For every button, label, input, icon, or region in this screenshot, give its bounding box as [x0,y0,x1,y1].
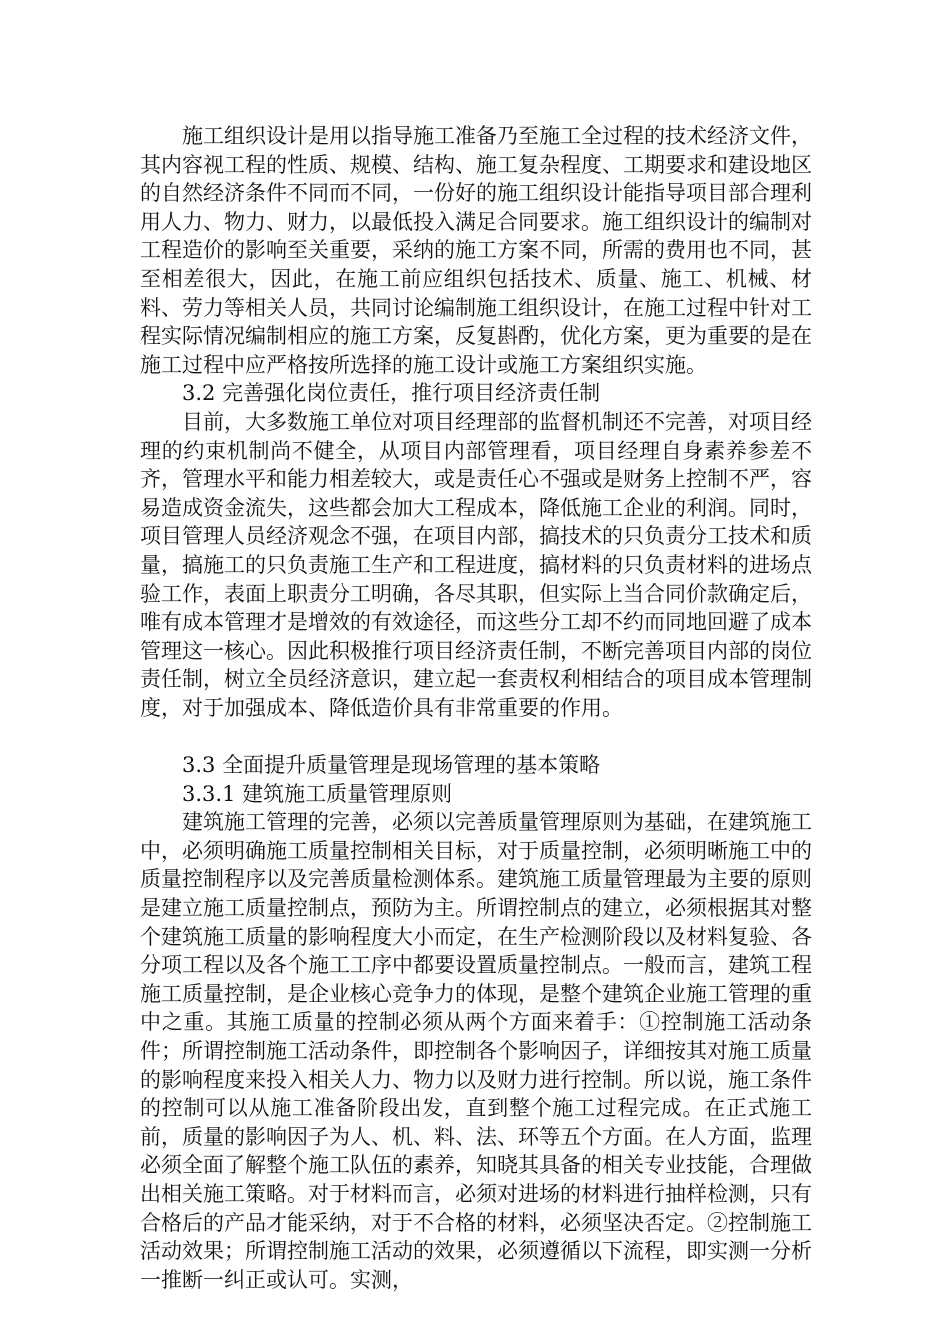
paragraph-responsibility: 目前，大多数施工单位对项目经理部的监督机制还不完善，对项目经理的约束机制尚不健全，从项目内部管理看，项目经理自身素养参差不齐，管理水平和能力相差较大，或是责任心不强或是财务上控制不严，容易造成资金流失，这些都会加大工程成本，降低施工企业的利润。同时，项目管理人员经济观念不强，在项目内部，搞技术的只负责分工技术和质量，搞施工的只负责施工生产和工程进度，搞材料的只负责材料的进场点验工作，表面上职责分工明确，各尽其职，但实际上当合同价款确定后，唯有成本管理才是增效的有效途径，而这些分工却不约而同地回避了成本管理这一核心。因此积极推行项目经济责任制，不断完善项目内部的岗位责任制，树立全员经济意识，建立起一套责权利相结合的项目成本管理制度，对于加强成本、降低造价具有非常重要的作用。 [140,409,812,720]
document-page [140,122,812,1294]
section-heading-3-2: 3.2 完善强化岗位责任，推行项目经济责任制 [182,381,601,406]
section-heading-3-3-1: 3.3.1 建筑施工质量管理原则 [182,781,453,806]
paragraph-construction-design: 施工组织设计是用以指导施工准备乃至施工全过程的技术经济文件，其内容视工程的性质、规模、结构、施工复杂程度、工期要求和建设地区的自然经济条件不同而不同，一份好的施工组织设计能指导项目部合理利用人力、物力、财力，以最低投入满足合同要求。施工组织设计的编制对工程造价的影响至关重要，采纳的施工方案不同，所需的费用也不同，甚至相差很大，因此，在施工前应组织包括技术、质量、施工、机械、材料、劳力等相关人员，共同讨论编制施工组织设计，在施工过程中针对工程实际情况编制相应的施工方案，反复斟酌，优化方案，更为重要的是在施工过程中应严格按所选择的施工设计或施工方案组织实施。 [140,124,812,377]
section-heading-3-3: 3.3 全面提升质量管理是现场管理的基本策略 [182,753,601,778]
blank-line [140,722,812,751]
paragraph-quality-principles: 建筑施工管理的完善，必须以完善质量管理原则为基础，在建筑施工中，必须明确施工质量控制相关目标，对于质量控制，必须明晰施工中的质量控制程序以及完善质量检测体系。建筑施工质量管理最为主要的原则是建立施工质量控制点，预防为主。所谓控制点的建立，必须根据其对整个建筑施工质量的影响程度大小而定，在生产检测阶段以及材料复验、各分项工程以及各个施工工序中都要设置质量控制点。一般而言，建筑工程施工质量控制，是企业核心竞争力的体现，是整个建筑企业施工管理的重中之重。其施工质量的控制必须从两个方面来着手：①控制施工活动条件；所谓控制施工活动条件，即控制各个影响因子，详细按其对施工质量的影响程度来投入相关人力、物力以及财力进行控制。所以说，施工条件的控制可以从施工准备阶段出发，直到整个施工过程完成。在正式施工前，质量的影响因子为人、机、料、法、环等五个方面。在人方面，监理必须全面了解整个施工队伍的素养，知晓其具备的相关专业技能，合理做出相关施工策略。对于材料而言，必须对进场的材料进行抽样检测，只有合格后的产品才能采纳，对于不合格的材料，必须坚决否定。②控制施工活动效果；所谓控制施工活动的效果，必须遵循以下流程，即实测一分析一推断一纠正或认可。实测， [140,810,812,1292]
